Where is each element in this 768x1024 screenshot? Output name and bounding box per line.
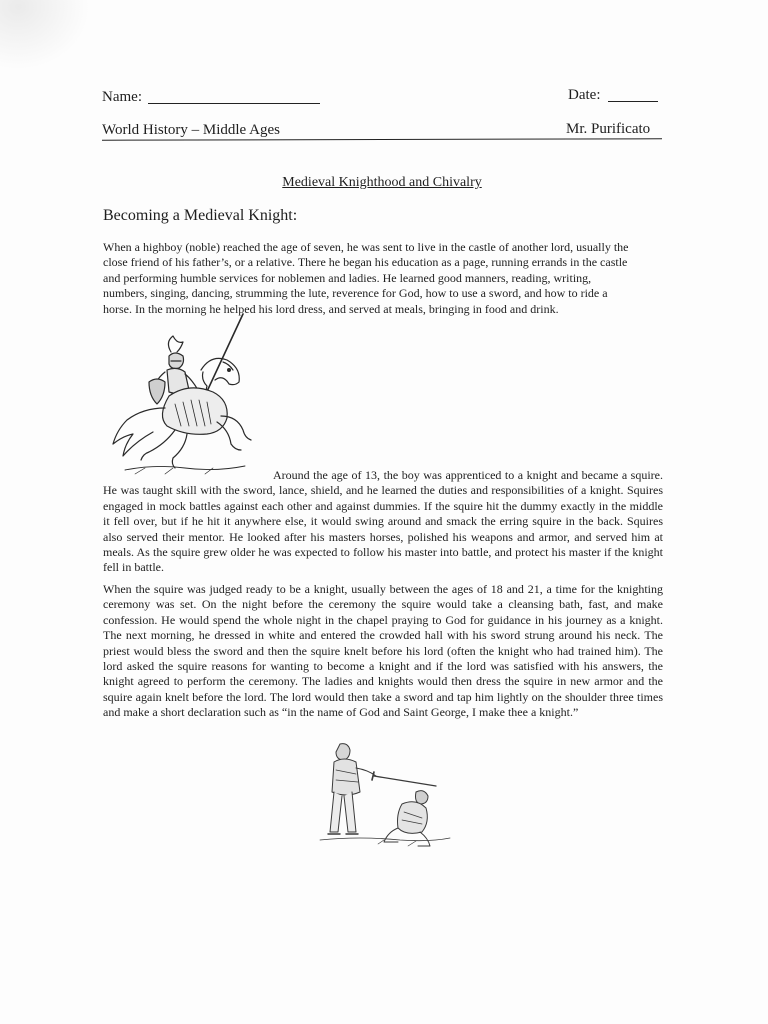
course-title: World History – Middle Ages bbox=[102, 122, 280, 138]
scan-smudge bbox=[0, 0, 90, 70]
date-blank-line bbox=[608, 101, 658, 102]
section-heading: Becoming a Medieval Knight: bbox=[103, 207, 298, 224]
knighting-ceremony-icon bbox=[318, 740, 452, 852]
paragraph-knighting: When the squire was judged ready to be a knight, usually between the ages of 18 and 21, a time for the knighting ceremony was set. On the night before the ceremony the squire would take a cleansing bath, fast, and make confession. He would spend the whole night in the chapel praying to God for guidance in his journey as a knight. The next morning, he dressed in white and entered the crowded hall with his sword strung around his neck. The priest would bless the sword and then the squire knelt before his lord (often the knight who had trained him). The lord asked the squire reasons for wanting to become a knight and if the lord was satisfied with his answers, the knight agreed to perform the ceremony. The ladies and knights would then dress the squire in new armor and the squire again knelt before the lord. The lord would then take a sword and tap him lightly on the shoulder three times and make a short declaration such as “in the name of God and Saint George, I make thee a knight.” bbox=[103, 582, 663, 720]
name-label: Name: bbox=[102, 89, 142, 105]
paragraph-squire bbox=[103, 468, 663, 576]
teacher-name: Mr. Purificato bbox=[566, 121, 651, 137]
knight-on-horse-with-lance-icon bbox=[105, 312, 270, 477]
name-blank-line bbox=[148, 103, 320, 104]
document-title: Medieval Knighthood and Chivalry bbox=[282, 175, 482, 190]
paragraph-page: When a highboy (noble) reached the age of seven, he was sent to live in the castle of another lord, usually the close friend of his father’s, or a relative. There he began his education as a page, running errands in the castle and performing humble services for noblemen and ladies. He learned good manners, reading, writing, numbers, singing, dancing, strumming the lute, reverence for God, how to use a sword, and how to ride a horse. In the morning he helped his lord dress, and served at meals, bringing in food and drink. bbox=[103, 240, 629, 316]
date-label: Date: bbox=[568, 87, 601, 103]
header-rule bbox=[102, 138, 662, 140]
paragraph-squire-text: Around the age of 13, the boy was apprenticed to a knight and became a squire. He was taught skill with the sword, lance, shield, and he learned the duties and responsibilities of a knight. Squires engaged in mock battles against each other and against dummies. If the squire hit the dummy exactly in the middle it fell over, but if he hit it anywhere else, it would swing around and smack the erring squire in the back. Squires also served their mentor. He looked after his masters horses, polished his weapons and armor, and served him at meals. As the squire grew older he was expected to follow his master into battle, and protect his master if the knight fell in battle. bbox=[103, 468, 663, 575]
